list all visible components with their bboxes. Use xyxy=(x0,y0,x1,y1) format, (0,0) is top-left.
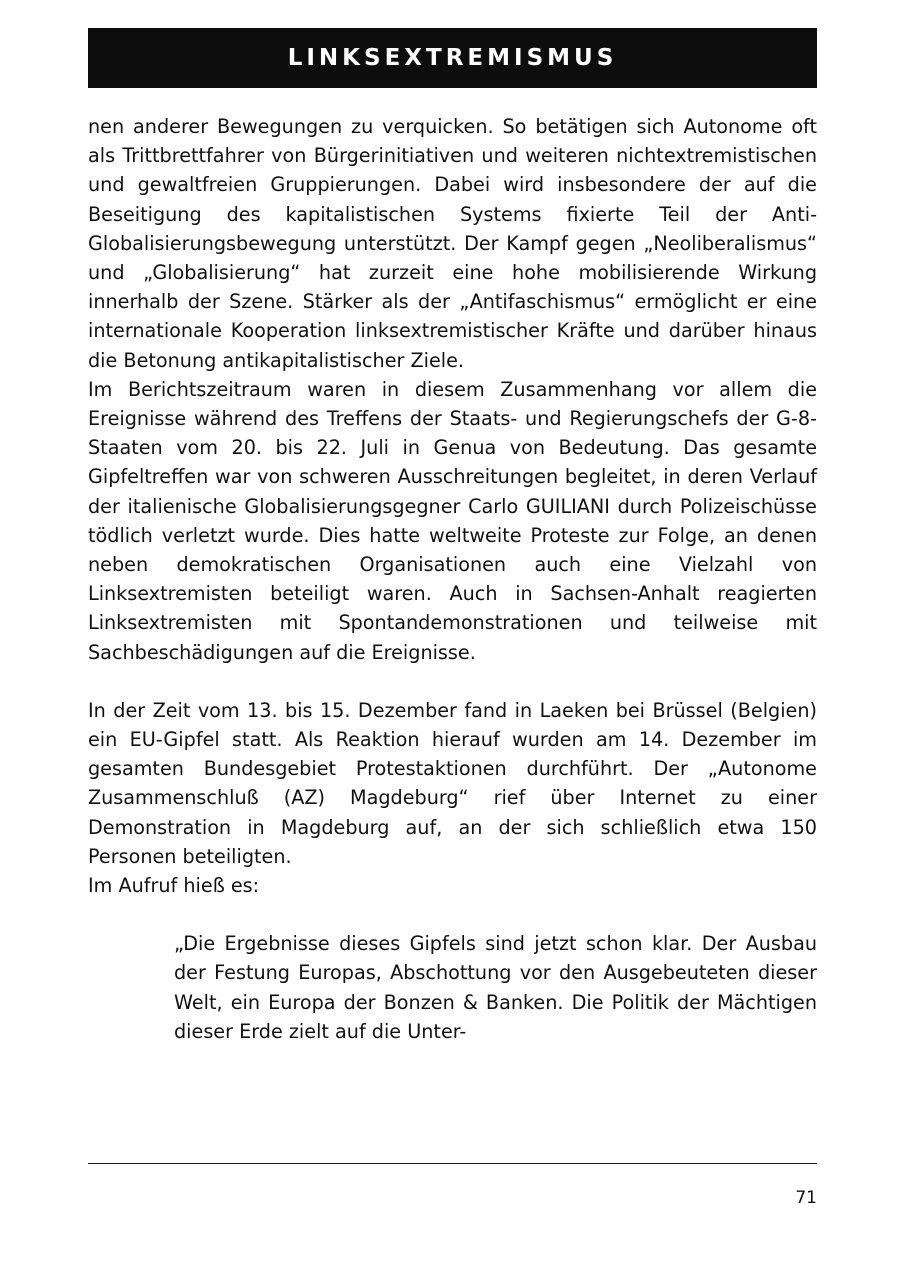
main-text xyxy=(88,112,817,1046)
footnote-divider xyxy=(88,1163,817,1164)
block-quote: „Die Ergebnisse dieses Gipfels sind jetzt schon klar. Der Ausbau der Festung Europas, Abschottung vor den Ausgebeuteten dieser Welt, ein Europa der Bonzen & Banken. Die Politik der Mächtigen dieser Erde zielt auf die Unter- xyxy=(174,932,817,1043)
paragraph: In der Zeit vom 13. bis 15. Dezember fand in Laeken bei Brüssel (Belgien) ein EU-Gipfel statt. Als Reaktion hierauf wurden am 14. Dezember im gesamten Bundesgebiet Protestaktionen durchführt. Der „Autonome Zusammenschluß (AZ) Magdeburg“ rief über Internet zu einer Demonstration in Magdeburg auf, an der sich schließlich etwa 150 Personen beteiligten. xyxy=(88,698,817,868)
paragraph: nen anderer Bewegungen zu verquicken. So betätigen sich Autonome oft als Trittbrettfahrer von Bürgerinitiativen und weiteren nichtextremistischen und gewaltfreien Gruppierungen. Dabei wird insbesondere der auf die Beseitigung des kapitalistischen Systems fixierte Teil der Anti-Globalisierungsbewegung unterstützt. Der Kampf gegen „Neoliberalismus“ und „Globalisierung“ hat zurzeit eine hohe mobilisierende Wirkung innerhalb der Szene. Stärker als der „Antifaschismus“ ermöglicht er eine internationale Kooperation linksextremistischer Kräfte und darüber hinaus die Betonung antikapitalistischer Ziele. xyxy=(88,115,817,372)
page-number: 71 xyxy=(795,1188,817,1208)
section-header xyxy=(88,28,817,88)
paragraph: Im Berichtszeitraum waren in diesem Zusammenhang vor allem die Ereignisse während des Treffens der Staats- und Regierungschefs der G-8-Staaten vom 20. bis 22. Juli in Genua von Bedeutung. Das gesamte Gipfeltreffen war von schweren Ausschreitungen begleitet, in deren Verlauf der italienische Globalisierungsgegner Carlo GUILIANI durch Polizeischüsse tödlich verletzt wurde. Dies hatte weltweite Proteste zur Folge, an denen neben demokratischen Organisationen auch eine Vielzahl von Linksextremisten beteiligt waren. Auch in Sachsen-Anhalt reagierten Linksextremisten mit Spontandemonstrationen und teilweise mit Sachbeschädigungen auf die Ereignisse. xyxy=(88,377,817,664)
section-title: LINKSEXTREMISMUS xyxy=(287,45,618,71)
paragraph: Im Aufruf hieß es: xyxy=(88,874,260,898)
